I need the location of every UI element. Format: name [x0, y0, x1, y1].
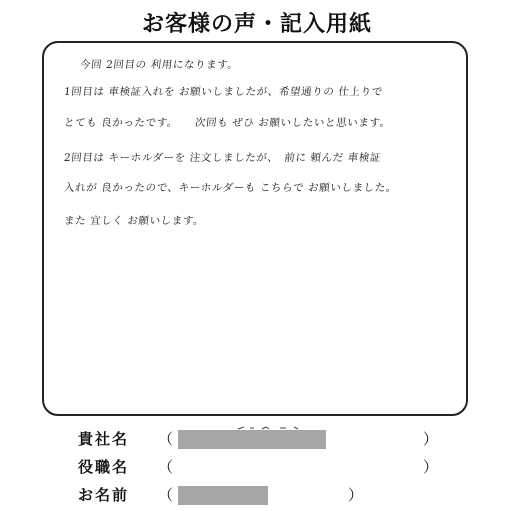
- company-paren-close: ）: [423, 430, 439, 448]
- name-field: [78, 484, 458, 506]
- comment-line-4: 2回目は キーホルダーを 注文しましたが、 前に 頼んだ 車検証: [63, 152, 382, 164]
- comment-line-2: 1回目は 車検証入れを お願いしましたが、希望通りの 仕上りで: [63, 86, 384, 98]
- comment-line-5: 入れが 良かったので、キーホルダーも こちらで お願いしました。: [63, 182, 398, 194]
- position-label: 役職名: [78, 458, 130, 476]
- company-redaction: [178, 430, 326, 449]
- comment-line-3: とても 良かったです。 次回も ぜひ お願いしたいと思います。: [63, 117, 392, 129]
- comment-line-1: 今回 2回目の 利用になります。: [79, 59, 240, 71]
- position-field: [78, 456, 458, 478]
- comment-line-6: また 宜しく お願いします。: [63, 215, 205, 227]
- form-title: お客様の声・記入用紙: [141, 12, 372, 37]
- company-field: [78, 428, 458, 450]
- position-paren-open: （: [158, 458, 174, 476]
- name-redaction: [178, 486, 268, 505]
- name-label: お名前: [78, 486, 130, 504]
- company-label: 貴社名: [78, 430, 130, 448]
- company-paren-open: （: [158, 430, 174, 448]
- name-paren-close: ）: [348, 486, 364, 504]
- name-paren-open: （: [158, 486, 174, 504]
- position-paren-close: ）: [423, 458, 439, 476]
